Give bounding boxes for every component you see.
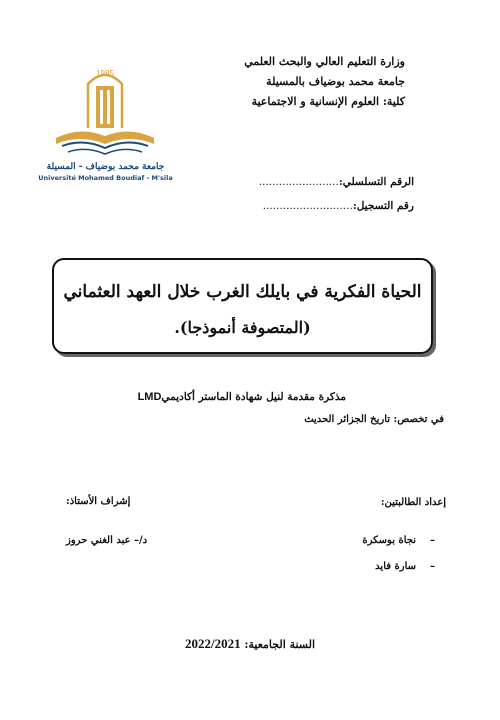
- faculty-name: كلية: العلوم الإنسانية و الاجتماعية: [251, 95, 405, 108]
- serial-number-field: [259, 176, 414, 188]
- logo-name-ar: جامعة محمد بوضياف - المسيلة: [46, 162, 165, 172]
- student-name: نجاة بوسكرة: [362, 535, 416, 546]
- registration-dots: ...........................: [262, 200, 353, 212]
- ministry-name: وزارة التعليم العالي والبحث العلمي: [244, 55, 405, 68]
- prepared-by-label: إعداد الطالبتين:: [380, 497, 446, 508]
- university-name: جامعة محمد بوضياف بالمسيلة: [266, 75, 405, 88]
- student-dash: –: [430, 535, 435, 546]
- thesis-text: مذكرة مقدمة لنيل شهادة الماستر أكاديمي: [161, 391, 346, 403]
- supervisor-name: د/– عبد الغني حروز: [66, 535, 148, 546]
- academic-year-value: 2022/2021: [184, 636, 241, 651]
- thesis-title-box: [52, 258, 433, 354]
- academic-year: [0, 636, 500, 652]
- serial-label: الرقم التسلسلي:: [338, 176, 414, 188]
- logo-year: 1985: [96, 69, 114, 78]
- university-logo: [28, 58, 183, 183]
- thesis-description: [138, 391, 346, 403]
- specialty-line: في تخصص: تاريخ الجزائر الحديث: [304, 414, 444, 425]
- student-item: [375, 561, 435, 572]
- student-name: سارة فايد: [375, 561, 416, 572]
- logo-emblem-icon: [28, 58, 183, 162]
- logo-name-fr: Université Mohamed Boudiaf - M'sila: [38, 174, 173, 182]
- supervisor-label: إشراف الأستاذ:: [66, 496, 131, 507]
- thesis-title-line2: (المتصوفة أنموذجا).: [174, 318, 311, 337]
- institution-header: [244, 52, 405, 112]
- thesis-title-line1: الحياة الفكرية في بايلك الغرب خلال العهد العثماني: [63, 282, 422, 302]
- academic-year-label: السنة الجامعية:: [244, 638, 316, 651]
- student-item: [362, 535, 435, 546]
- thesis-code: LMD: [137, 391, 162, 403]
- student-dash: –: [430, 561, 435, 572]
- registration-label: رقم التسجيل:: [352, 200, 414, 212]
- serial-dots: ........................: [258, 176, 339, 188]
- registration-number-field: [263, 200, 414, 212]
